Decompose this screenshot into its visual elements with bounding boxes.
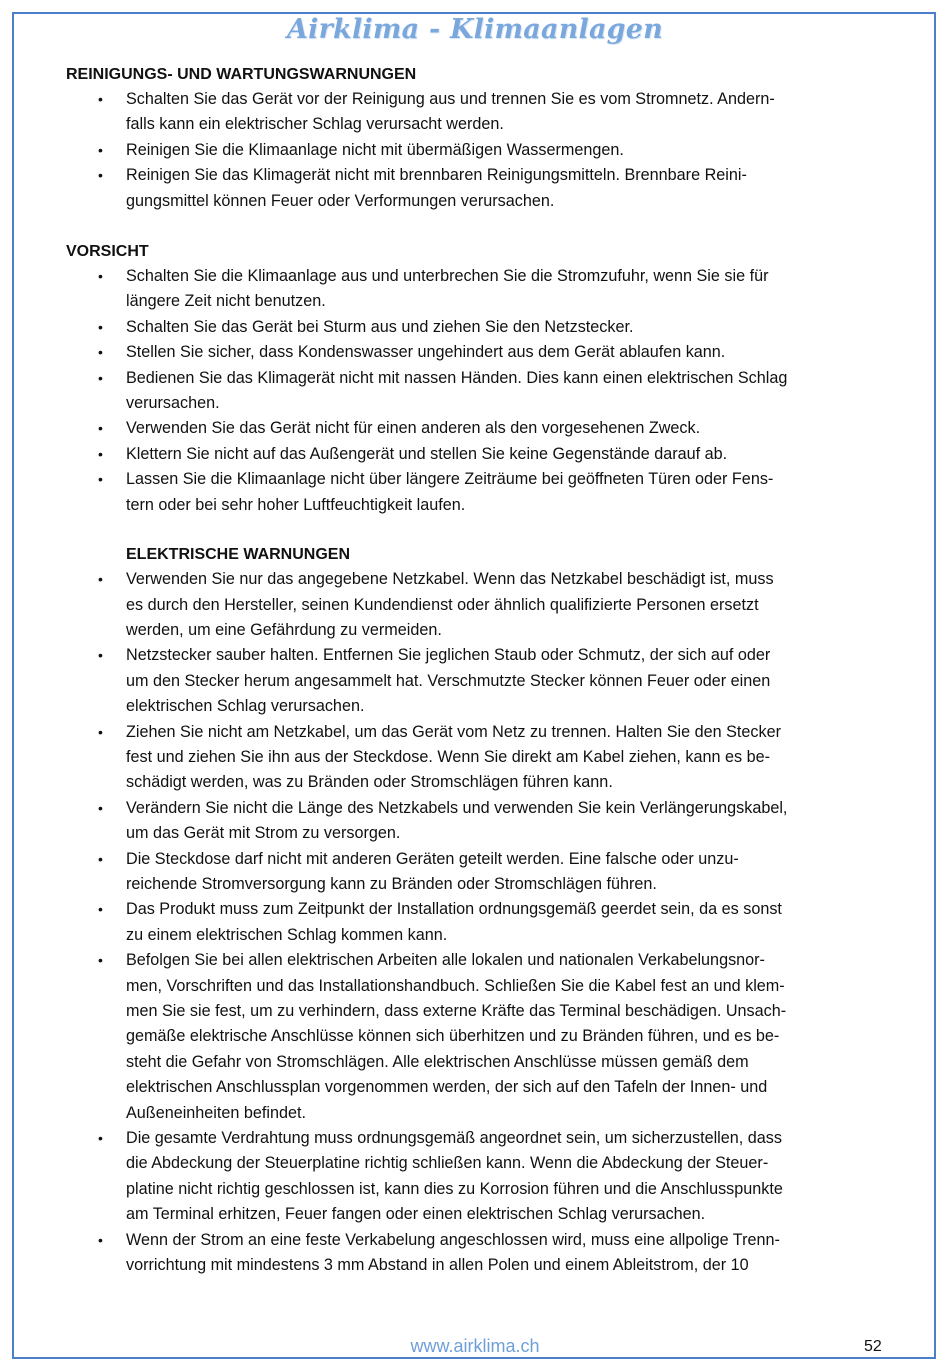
bullet-icon: • — [98, 1231, 103, 1248]
list-item-line: Klettern Sie nicht auf das Außengerät und stellen Sie keine Gegenstände darauf ab. — [126, 444, 728, 463]
list-item — [66, 796, 886, 847]
list-item-line: tern oder bei sehr hoher Luftfeuchtigkeit laufen. — [126, 495, 466, 514]
section-heading-cleaning: REINIGUNGS- UND WARTUNGSWARNUNGEN — [66, 66, 417, 83]
list-item-line: Stellen Sie sicher, dass Kondenswasser ungehindert aus dem Gerät ablaufen kann. — [126, 343, 726, 362]
list-item-line: verursachen. — [126, 394, 220, 413]
list-item-line: reichende Stromversorgung kann zu Bränden oder Stromschlägen führen. — [126, 874, 657, 893]
bullet-icon: • — [98, 471, 103, 488]
list-item — [66, 467, 886, 518]
list-item — [66, 163, 886, 214]
bullet-icon: • — [98, 420, 103, 437]
list-item-line: Wenn der Strom an eine feste Verkabelung angeschlossen wird, muss eine allpolige Trenn- — [126, 1230, 780, 1249]
list-item-line: fest und ziehen Sie ihn aus der Steckdose. Wenn Sie direkt am Kabel ziehen, kann es be- — [126, 747, 770, 766]
list-item-line: Lassen Sie die Klimaanlage nicht über längere Zeiträume bei geöffneten Türen oder Fens- — [126, 470, 774, 489]
document-body — [66, 62, 886, 1278]
bullet-icon: • — [98, 647, 103, 664]
document-header-title: Airklima - Klimaanlagen — [287, 14, 663, 45]
bullet-icon: • — [98, 1130, 103, 1147]
list-item-line: Verwenden Sie das Gerät nicht für einen anderen als den vorgesehenen Zweck. — [126, 419, 701, 438]
bullet-icon: • — [98, 445, 103, 462]
bullet-icon: • — [98, 369, 103, 386]
list-item-line: schädigt werden, was zu Bränden oder Stromschlägen führen kann. — [126, 773, 613, 792]
list-item-line: Befolgen Sie bei allen elektrischen Arbeiten alle lokalen und nationalen Verkabelungsnor- — [126, 951, 765, 970]
list-item — [66, 366, 886, 417]
list-item-line: vorrichtung mit mindestens 3 mm Abstand in allen Polen und einem Ableitstrom, der 10 — [126, 1256, 749, 1275]
list-item-line: Schalten Sie das Gerät bei Sturm aus und ziehen Sie den Netzstecker. — [126, 317, 634, 336]
list-item-line: elektrischen Schlag verursachen. — [126, 697, 365, 716]
list-item-line: Reinigen Sie die Klimaanlage nicht mit übermäßigen Wassermengen. — [126, 140, 624, 159]
list-item-line: es durch den Hersteller, seinen Kundendienst oder ähnlich qualifizierte Personen ersetzt — [126, 595, 759, 614]
list-item-line: Netzstecker sauber halten. Entfernen Sie jeglichen Staub oder Schmutz, der sich auf oder — [126, 646, 771, 665]
list-item — [66, 567, 886, 643]
list-item-line: falls kann ein elektrischer Schlag verursacht werden. — [126, 115, 504, 134]
list-item — [66, 340, 886, 365]
list-item — [66, 1126, 886, 1228]
section-heading-caution: VORSICHT — [66, 243, 149, 261]
list-item-line: gemäße elektrische Anschlüsse können sich überhitzen und zu Bränden führen, und es be- — [126, 1027, 780, 1046]
list-item-line: Verwenden Sie nur das angegebene Netzkabel. Wenn das Netzkabel beschädigt ist, muss — [126, 570, 774, 589]
list-item-line: um den Stecker herum angesammelt hat. Verschmutzte Stecker können Feuer oder einen — [126, 671, 771, 690]
list-item-line: zu einem elektrischen Schlag kommen kann. — [126, 925, 448, 944]
list-item — [66, 720, 886, 796]
list-item-line: Schalten Sie die Klimaanlage aus und unterbrechen Sie die Stromzufuhr, wenn Sie sie für — [126, 267, 769, 286]
list-item-line: Die gesamte Verdrahtung muss ordnungsgemäß angeordnet sein, um sicherzustellen, dass — [126, 1129, 782, 1148]
list-item — [66, 416, 886, 441]
bullet-icon: • — [98, 268, 103, 285]
footer-website-link[interactable]: www.airklima.ch — [410, 1336, 540, 1356]
list-item-line: am Terminal erhitzen, Feuer fangen oder einen elektrischen Schlag verursachen. — [126, 1205, 706, 1224]
list-item — [66, 1228, 886, 1279]
page-number: 52 — [864, 1338, 882, 1355]
bullet-icon: • — [98, 344, 103, 361]
caution-list — [66, 264, 886, 518]
section-heading-electrical: ELEKTRISCHE WARNUNGEN — [126, 546, 351, 564]
bullet-icon: • — [98, 91, 103, 107]
bullet-icon: • — [98, 952, 103, 969]
bullet-icon: • — [98, 850, 103, 867]
list-item-line: Verändern Sie nicht die Länge des Netzkabels und verwenden Sie kein Verlängerungskabel, — [126, 798, 788, 817]
list-item-line: Außeneinheiten befindet. — [126, 1103, 306, 1122]
list-item — [66, 643, 886, 719]
list-item-line: elektrischen Anschlussplan vorgenommen werden, der sich auf den Tafeln der Innen- und — [126, 1078, 768, 1097]
list-item — [66, 897, 886, 948]
list-item — [66, 442, 886, 467]
list-item — [66, 948, 886, 1126]
list-item-line: werden, um eine Gefährdung zu vermeiden. — [126, 620, 442, 639]
list-item-line: längere Zeit nicht benutzen. — [126, 292, 326, 311]
bullet-icon: • — [98, 799, 103, 816]
electrical-warnings-list — [66, 567, 886, 1278]
list-item — [66, 138, 886, 163]
list-item-line: Das Produkt muss zum Zeitpunkt der Installation ordnungsgemäß geerdet sein, da es sonst — [126, 900, 782, 919]
list-item-line: um das Gerät mit Strom zu versorgen. — [126, 824, 401, 843]
bullet-icon: • — [98, 571, 103, 588]
list-item-line: steht die Gefahr von Stromschlägen. Alle elektrischen Anschlüsse müssen gemäß dem — [126, 1052, 749, 1071]
bullet-icon: • — [98, 318, 103, 335]
list-item — [66, 264, 886, 315]
list-item — [66, 315, 886, 340]
list-item-line: Reinigen Sie das Klimagerät nicht mit brennbaren Reinigungsmitteln. Brennbare Reini- — [126, 166, 747, 185]
list-item-line: men Sie sie fest, um zu verhindern, dass externe Kräfte das Terminal beschädigen. Unsach- — [126, 1002, 787, 1020]
list-item — [66, 87, 886, 138]
cleaning-warnings-list — [66, 87, 886, 214]
bullet-icon: • — [98, 167, 103, 184]
list-item — [66, 847, 886, 898]
list-item-line: Die Steckdose darf nicht mit anderen Geräten geteilt werden. Eine falsche oder unzu- — [126, 849, 739, 868]
list-item-line: Ziehen Sie nicht am Netzkabel, um das Gerät vom Netz zu trennen. Halten Sie den Stecker — [126, 722, 782, 741]
bullet-icon: • — [98, 901, 103, 918]
list-item-line: Schalten Sie das Gerät vor der Reinigung aus und trennen Sie es vom Stromnetz. Andern- — [126, 90, 775, 108]
list-item-line: men, Vorschriften und das Installationshandbuch. Schließen Sie die Kabel fest an und klem- — [126, 976, 785, 995]
bullet-icon: • — [98, 723, 103, 740]
list-item-line: gungsmittel können Feuer oder Verformungen verursachen. — [126, 191, 555, 210]
bullet-icon: • — [98, 141, 103, 158]
list-item-line: platine nicht richtig geschlossen ist, kann dies zu Korrosion führen und die Anschlusspunkte — [126, 1179, 783, 1198]
list-item-line: Bedienen Sie das Klimagerät nicht mit nassen Händen. Dies kann einen elektrischen Schlag — [126, 368, 788, 387]
list-item-line: die Abdeckung der Steuerplatine richtig schließen kann. Wenn die Abdeckung der Steuer- — [126, 1154, 769, 1173]
